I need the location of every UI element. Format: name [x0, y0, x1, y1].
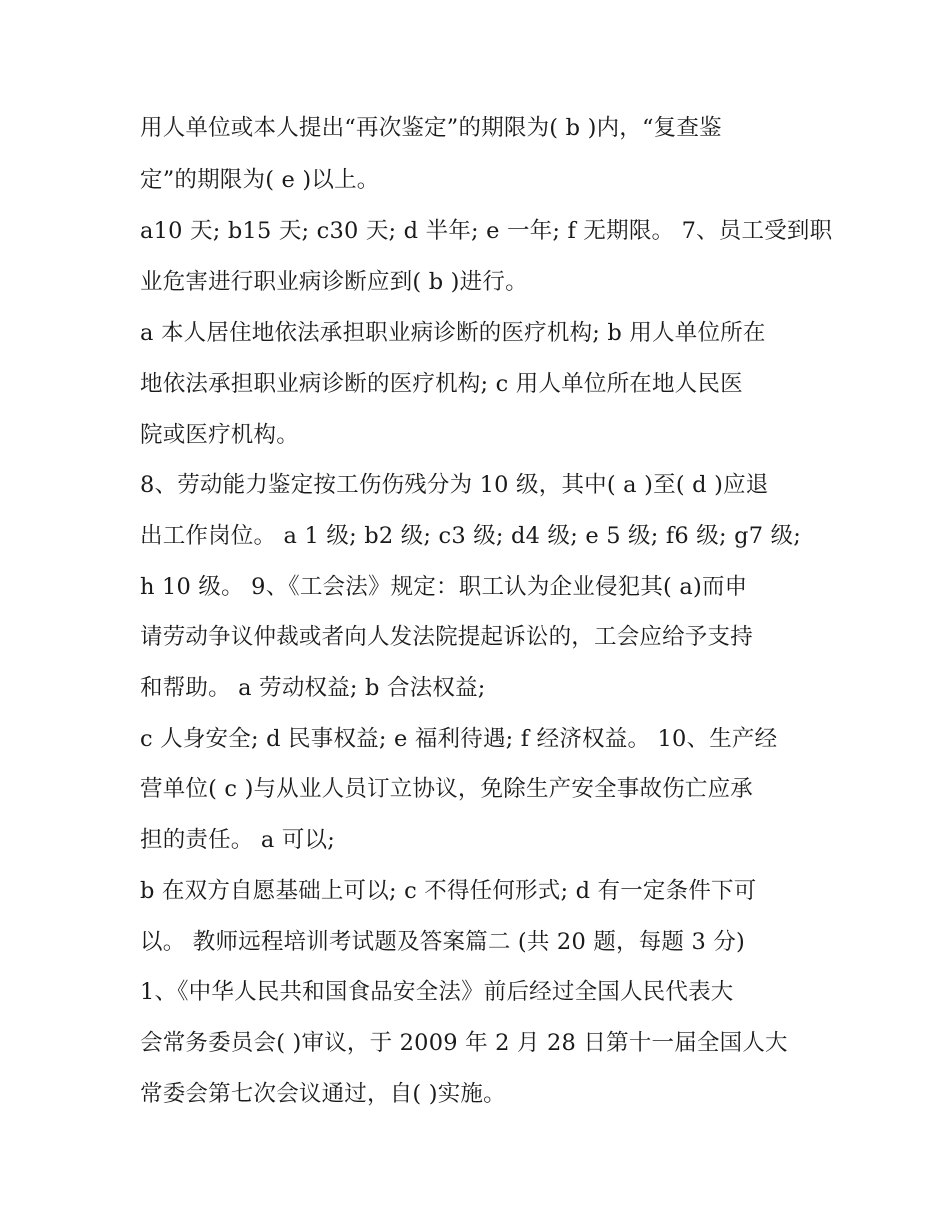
text-line: 常委会第七次会议通过，自( )实施。 [140, 1081, 506, 1107]
text-line: 以。 教师远程培训考试题及答案篇二 (共 20 题，每题 3 分) [140, 929, 746, 955]
text-line: 院或医疗机构。 [140, 422, 299, 448]
text-line: 担的责任。 a 可以; [140, 827, 335, 853]
text-line: 8、劳动能力鉴定按工伤伤残分为 10 级，其中( a )至( d )应退 [140, 472, 769, 498]
text-line: c 人身安全; d 民事权益; e 福利待遇; f 经济权益。 10、生产经 [140, 726, 778, 752]
text-line: 地依法承担职业病诊断的医疗机构; c 用人单位所在地人民医 [140, 371, 743, 397]
text-line: 会常务委员会( )审议，于 2009 年 2 月 28 日第十一届全国人大 [140, 1030, 788, 1056]
text-line: 1、《中华人民共和国食品安全法》前后经过全国人民代表大 [140, 979, 734, 1005]
text-line: 出工作岗位。 a 1 级; b2 级; c3 级; d4 级; e 5 级; f6 级; g7 级; [140, 523, 802, 549]
text-line: 和帮助。 a 劳动权益; b 合法权益; [140, 675, 486, 701]
text-line: a10 天; b15 天; c30 天; d 半年; e 一年; f 无期限。 7、员工受到职 [140, 218, 833, 244]
text-line: 用人单位或本人提出“再次鉴定”的期限为( b )内，“复查鉴 [140, 115, 722, 141]
text-line: 定”的期限为( e )以上。 [140, 167, 380, 193]
text-line: 请劳动争议仲裁或者向人发法院提起诉讼的，工会应给予支持 [140, 624, 753, 650]
text-line: 营单位( c )与从业人员订立协议，免除生产安全事故伤亡应承 [140, 776, 753, 802]
text-line: a 本人居住地依法承担职业病诊断的医疗机构; b 用人单位所在 [140, 320, 766, 346]
text-line: h 10 级。 9、《工会法》规定：职工认为企业侵犯其( a)而申 [140, 574, 748, 600]
text-line: 业危害进行职业病诊断应到( b )进行。 [140, 269, 528, 295]
text-line: b 在双方自愿基础上可以; c 不得任何形式; d 有一定条件下可 [140, 878, 757, 904]
